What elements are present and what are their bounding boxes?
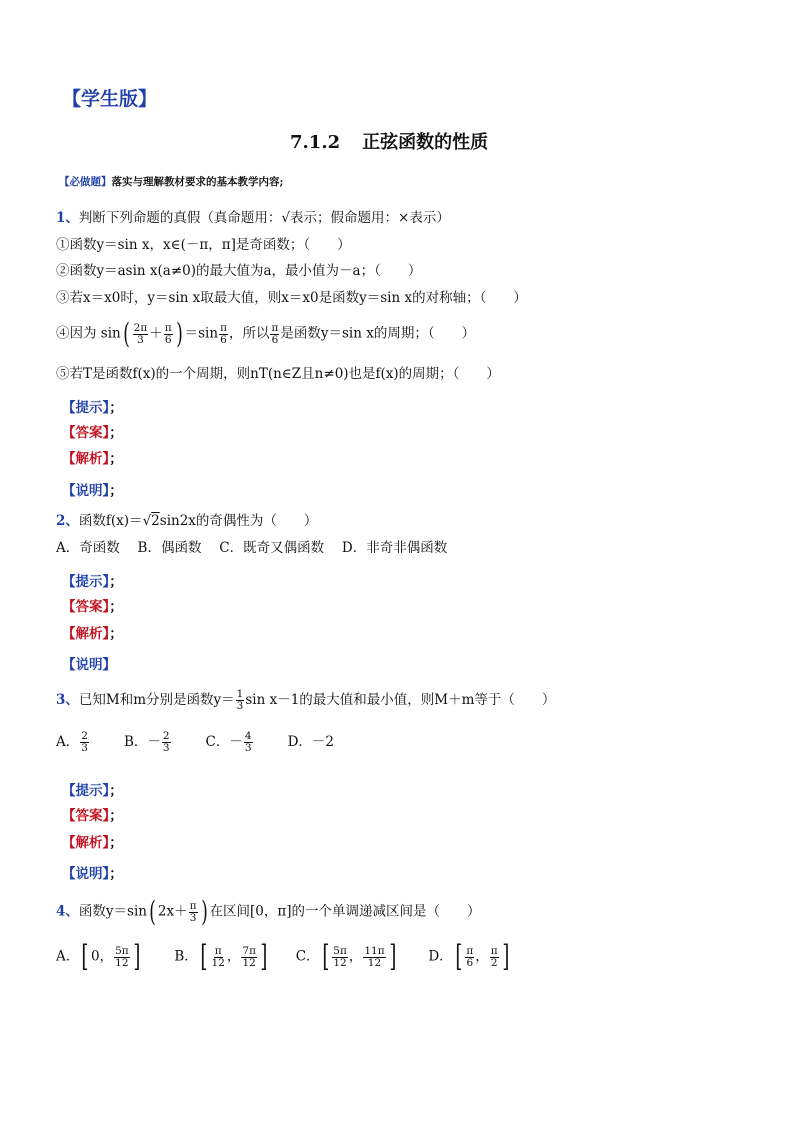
q2-note: 【说明】 xyxy=(62,657,116,673)
q2-stem-line: 2、函数f(x)＝√2sin2x的奇偶性为（ ） xyxy=(56,513,318,529)
sqrt-icon: √ xyxy=(142,513,152,529)
fraction: $\frac{\pi}{6}$ xyxy=(271,321,279,346)
q3-options: A． $\frac{2}{3}$ B．－ $\frac{2}{3}$ C．－ $\frac{4}{3}$ D．－2 xyxy=(56,730,334,754)
right-paren-icon: ) xyxy=(175,317,183,350)
q1-item-2: ②函数y＝asin x(a≠0)的最大值为a，最小值为－a；（ ） xyxy=(56,263,422,279)
q1-note: 【说明】； xyxy=(62,483,123,499)
left-bracket-icon: [ xyxy=(81,939,89,974)
fraction: $\frac{\pi}{6}$ xyxy=(164,321,172,346)
fraction: $\frac{\pi}{12}$ xyxy=(211,944,225,969)
left-paren-icon: ( xyxy=(149,895,156,928)
fraction: $\frac{2}{3}$ xyxy=(81,730,88,754)
right-bracket-icon: ] xyxy=(502,939,510,974)
q3-note: 【说明】； xyxy=(62,866,123,882)
q3-hint: 【提示】； xyxy=(62,783,123,799)
left-bracket-icon: [ xyxy=(455,939,463,974)
q1-item-4: ④因为 sin( $\frac{2\pi}{3}$ ＋ $\frac{\pi}{6}$ ) ＝sin $\frac{\pi}{6}$ ，所以 $\frac{\pi}{6}$ 是函数y＝sin x的周期；（ ） xyxy=(56,317,476,350)
q2-answer: 【答案】； xyxy=(62,599,123,615)
q1-stem-line xyxy=(56,206,450,226)
q3-answer: 【答案】； xyxy=(62,808,123,824)
q2-analysis: 【解析】； xyxy=(62,626,123,642)
section-number: 7.1.2 xyxy=(290,132,341,153)
fraction: $\frac{5\pi}{12}$ xyxy=(115,944,129,969)
q2-number: 2、 xyxy=(56,513,79,529)
q3-number: 3、 xyxy=(56,692,79,708)
fraction: $\frac{1}{3}$ xyxy=(236,688,244,712)
q1-answer: 【答案】； xyxy=(62,425,123,441)
fraction: $\frac{\pi}{6}$ xyxy=(220,321,227,346)
intro-text: 落实与理解教材要求的基本教学内容; xyxy=(111,176,284,188)
right-bracket-icon: ] xyxy=(388,939,396,974)
left-bracket-icon: [ xyxy=(321,939,329,974)
q2-options: A．奇函数 B．偶函数 C．既奇又偶函数 D．非奇非偶函数 xyxy=(56,540,448,556)
q1-item-3: ③若x＝x0时，y＝sin x取最大值，则x＝x0是函数y＝sin x的对称轴；（ ） xyxy=(56,290,527,306)
q1-number: 1、 xyxy=(56,210,79,226)
left-paren-icon: ( xyxy=(122,317,130,350)
q1-analysis: 【解析】； xyxy=(62,451,123,467)
q1-item-1: ①函数y＝sin x，x∈(－π，π]是奇函数；（ ） xyxy=(56,237,351,253)
fraction: $\frac{11\pi}{12}$ xyxy=(364,944,385,969)
right-paren-icon: ) xyxy=(200,895,208,928)
fraction: $\frac{4}{3}$ xyxy=(244,730,252,754)
right-bracket-icon: ] xyxy=(260,939,268,974)
q1-item-5: ⑤若T是函数f(x)的一个周期，则nT(n∈Z且n≠0)也是f(x)的周期；（ ） xyxy=(56,366,500,382)
fraction: $\frac{5\pi}{12}$ xyxy=(333,944,347,969)
fraction: $\frac{\pi}{6}$ xyxy=(466,944,474,969)
fraction: $\frac{2\pi}{3}$ xyxy=(133,321,148,346)
q1-hint: 【提示】； xyxy=(62,400,123,416)
section-title: 正弦函数的性质 xyxy=(362,132,489,153)
fraction: $\frac{7\pi}{12}$ xyxy=(242,944,256,969)
q1-item-4-text-c: ，所以 xyxy=(228,325,270,342)
page-title xyxy=(290,128,488,154)
q2-hint: 【提示】； xyxy=(62,574,123,590)
fraction: $\frac{\pi}{2}$ xyxy=(490,944,498,969)
right-bracket-icon: ] xyxy=(133,939,141,974)
fraction: $\frac{\pi}{3}$ xyxy=(189,899,197,924)
q4-options: A．[ 0， $\frac{5\pi}{12}$ ] B．[ $\frac{\pi}{12}$ ， $\frac{7\pi}{12}$ ] C．[ $\frac{5\pi}{12}$ ， $\frac{11\pi}{12}$ ] D．[ $\frac{\pi}{6}$ ， $\frac{\pi}{2}$ ] xyxy=(56,939,510,974)
q4-stem-line: 4、函数y＝sin( 2x＋ $\frac{\pi}{3}$ ) 在区间[0，π]的一个单调递减区间是（ ） xyxy=(56,895,481,928)
q1-stem: 判断下列命题的真假（真命题用：√表示；假命题用：×表示） xyxy=(78,210,450,226)
q1-item-4-text-d: 是函数y＝sin x的周期；（ ） xyxy=(280,325,476,342)
intro-tag: 【必做题】 xyxy=(59,176,112,188)
left-bracket-icon: [ xyxy=(200,939,208,974)
q1-item-4-text-a: ④因为 sin xyxy=(56,325,121,342)
intro-line xyxy=(59,174,283,189)
fraction: $\frac{2}{3}$ xyxy=(162,730,170,754)
q4-number: 4、 xyxy=(56,903,79,920)
q1-item-4-text-b: ＝sin xyxy=(184,325,219,342)
q3-stem-line: 3、已知M和m分别是函数y＝ $\frac{1}{3}$ sin x－1的最大值和最小值，则M＋m等于（ ） xyxy=(56,688,556,712)
edition-label: 【学生版】 xyxy=(62,88,158,110)
q3-analysis: 【解析】； xyxy=(62,835,123,851)
